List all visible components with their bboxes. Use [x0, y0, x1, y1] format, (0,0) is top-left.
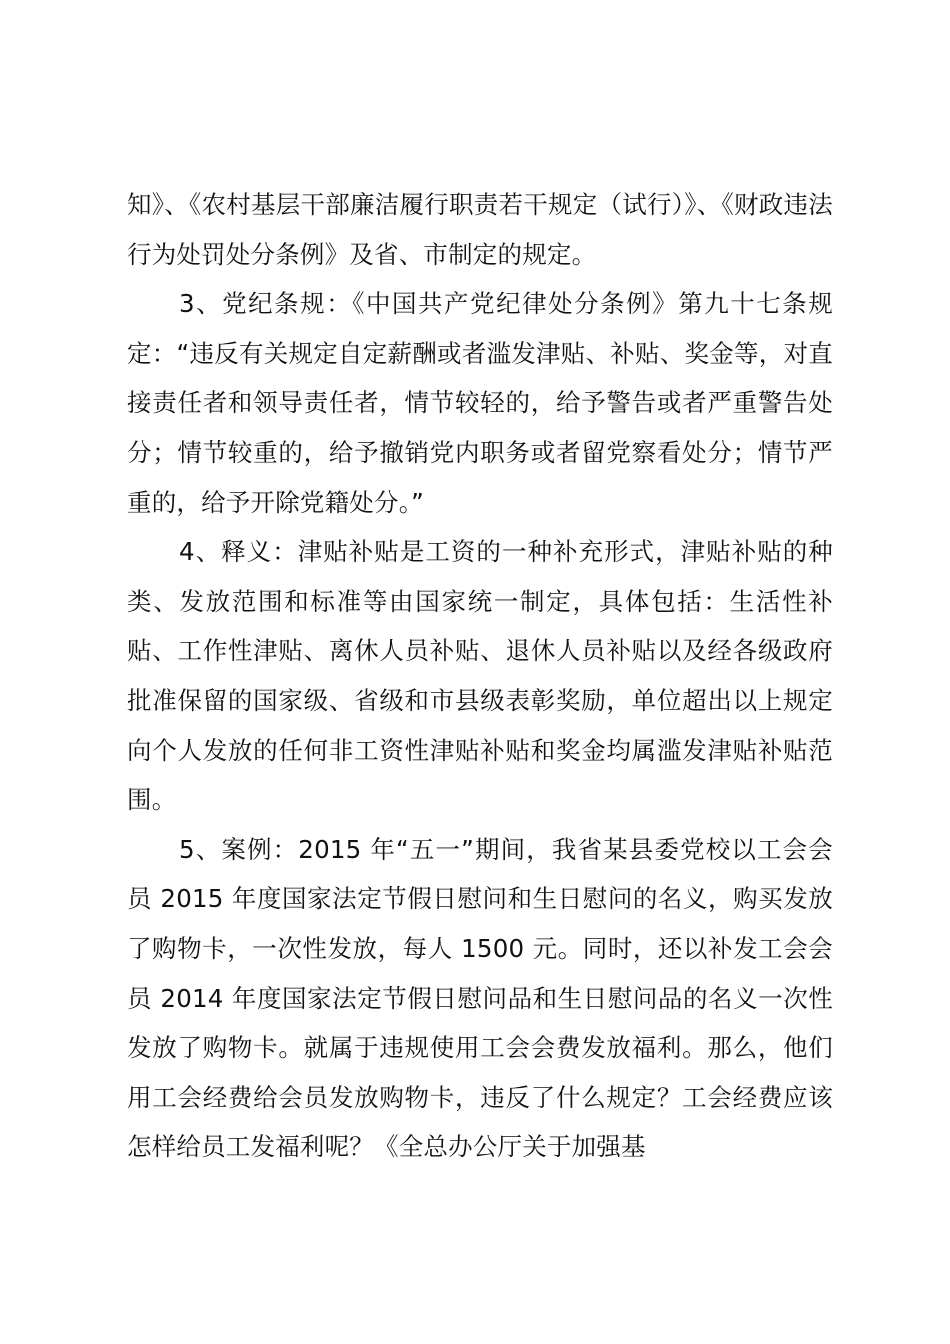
paragraph-regulations-continued: 知》、《农村基层干部廉洁履行职责若干规定（试行）》、《财政违法行为处罚处分条例》及省、市制定的规定。 [127, 190, 833, 269]
paragraph-party-discipline: 3、党纪条规：《中国共产党纪律处分条例》第九十七条规定：“违反有关规定自定薪酬或者滥发津贴、补贴、奖金等，对直接责任者和领导责任者，情节较轻的，给予警告或者严重警告处分；情节较重的，给予撤销党内职务或者留党察看处分；情节严重的，给予开除党籍处分。” [127, 289, 833, 517]
document-body [127, 180, 833, 1172]
paragraph-definition: 4、释义：津贴补贴是工资的一种补充形式，津贴补贴的种类、发放范围和标准等由国家统一制定，具体包括：生活性补贴、工作性津贴、离休人员补贴、退休人员补贴以及经各级政府批准保留的国家级、省级和市县级表彰奖励，单位超出以上规定向个人发放的任何非工资性津贴补贴和奖金均属滥发津贴补贴范围。 [127, 537, 833, 815]
paragraph-case-example: 5、案例：2015 年“五一”期间，我省某县委党校以工会会员 2015 年度国家法定节假日慰问和生日慰问的名义，购买发放了购物卡，一次性发放，每人 1500 元。同时，还以补发工会会员 2014 年度国家法定节假日慰问品和生日慰问品的名义一次性发放了购物卡。就属于违规使用工会会费发放福利。那么，他们用工会经费给会员发放购物卡，违反了什么规定？工会经费应该怎样给员工发福利呢？《全总办公厅关于加强基 [127, 834, 833, 1162]
